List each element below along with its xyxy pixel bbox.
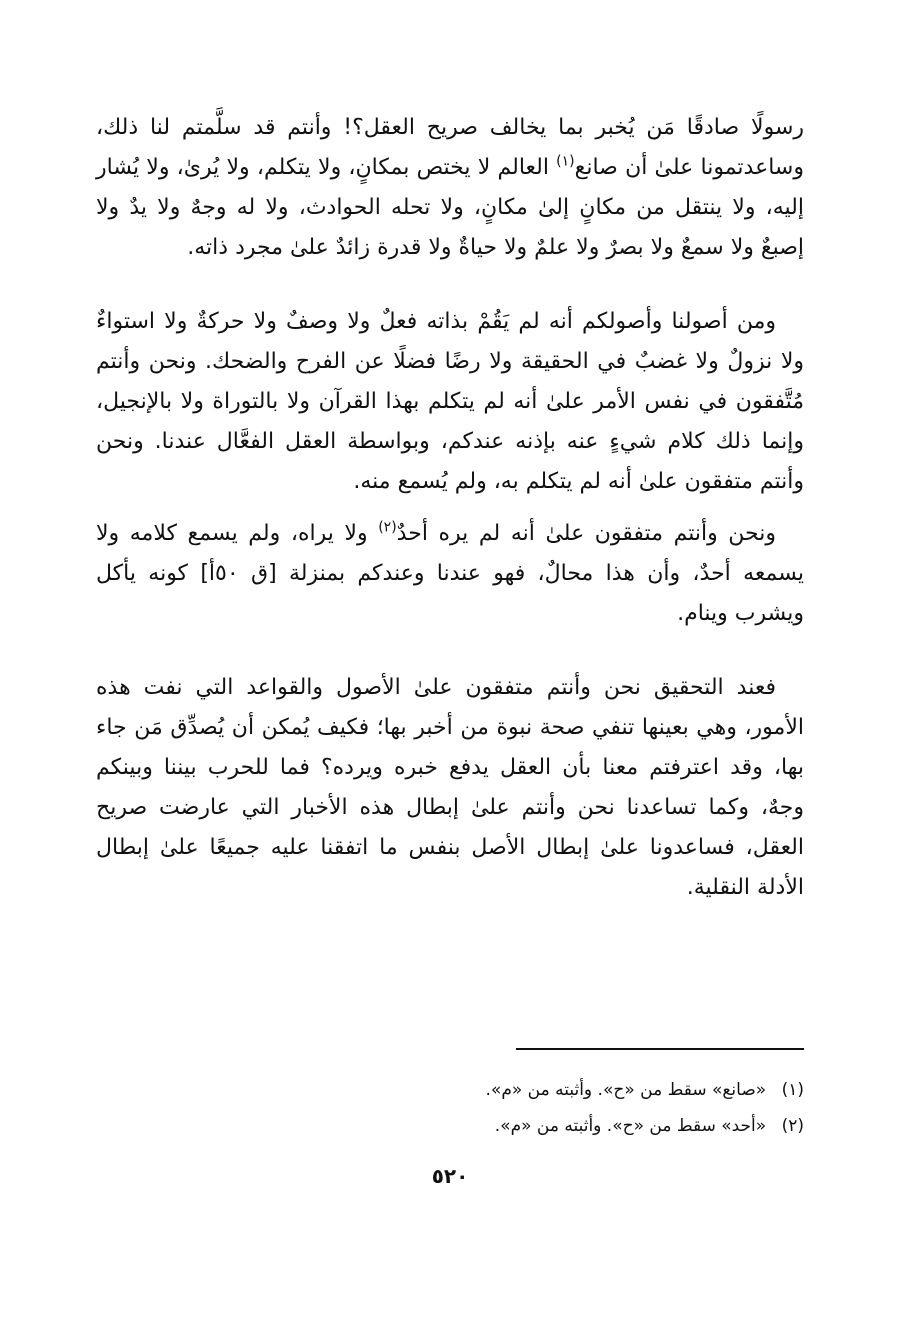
footnote-1-text: «صانع» سقط من «ح». وأثبته من «م».: [485, 1080, 767, 1100]
page-number: ٥٢٠: [431, 1164, 469, 1188]
footnote-2: [96, 1108, 804, 1144]
footnote-2-number: (٢): [781, 1116, 804, 1136]
footnote-separator: [516, 1048, 804, 1050]
footnote-ref-2[interactable]: (٢): [378, 519, 397, 536]
paragraph-2: ومن أصولنا وأصولكم أنه لم يَقُمْ بذاته فعلٌ ولا وصفٌ ولا حركةٌ ولا استواءٌ ولا نزولٌ ولا غضبٌ في الحقيقة ولا رضًا فضلًا عن الفرح والضحك. ونحن وأنتم مُتَّفقون في نفس الأمر علىٰ أنه لم يتكلم بهذا القرآن ولا بالتوراة ولا بالإنجيل، وإنما ذلك كلام شيءٍ عنه بإذنه عندكم، وبواسطة العقل الفعَّال عندنا. ونحن وأنتم متفقون علىٰ أنه لم يتكلم به، ولم يُسمع منه.: [96, 309, 804, 494]
main-text: [96, 108, 804, 908]
footnote-1: [96, 1072, 804, 1108]
paragraph-4: فعند التحقيق نحن وأنتم متفقون علىٰ الأصول والقواعد التي نفت هذه الأمور، وهي بعينها تنفي صحة نبوة من أخبر بها؛ فكيف يُمكن أن يُصدِّق مَن جاء بها، وقد اعترفتم معنا بأن العقل يدفع خبره ويرده؟ فما للحرب بيننا وبينكم وجهٌ، وكما تساعدنا نحن وأنتم علىٰ إبطال هذه الأخبار التي عارضت صريح العقل، فساعدونا علىٰ إبطال الأصل بنفس ما اتفقنا عليه جميعًا علىٰ إبطال الأدلة النقلية.: [96, 675, 804, 900]
footnotes: [96, 1072, 804, 1144]
footnote-1-number: (١): [781, 1080, 804, 1100]
paragraph-3-text-b: ولا يراه، ولم يسمع كلامه ولا يسمعه أحدٌ، وأن هذا محالٌ، فهو عندنا وعندكم بمنزلة [ق ٥٠أ] كونه يأكل ويشرب وينام.: [96, 521, 804, 626]
paragraph-1-text-b: العالم لا يختص بمكانٍ، ولا يتكلم، ولا يُرىٰ، ولا يُشار إليه، ولا ينتقل من مكانٍ إلىٰ مكانٍ، ولا تحله الحوادث، ولا له وجهٌ ولا يدٌ ولا إصبعٌ ولا سمعٌ ولا بصرٌ ولا علمٌ ولا حياةٌ ولا قدرة زائدٌ علىٰ مجرد ذاته.: [96, 155, 804, 260]
paragraph-1: [96, 108, 804, 268]
paragraph-3-text-a: ونحن وأنتم متفقون علىٰ أنه لم يره أحدٌ: [396, 521, 776, 546]
paragraph-3: [96, 514, 804, 634]
footnote-ref-1[interactable]: (١): [556, 153, 575, 170]
footnote-2-text: «أحد» سقط من «ح». وأثبته من «م».: [494, 1116, 767, 1136]
paragraph-1-text-a: رسولًا صادقًا مَن يُخبر بما يخالف صريح العقل؟! وأنتم قد سلَّمتم لنا ذلك، وساعدتمونا علىٰ أن صانع: [96, 115, 804, 180]
